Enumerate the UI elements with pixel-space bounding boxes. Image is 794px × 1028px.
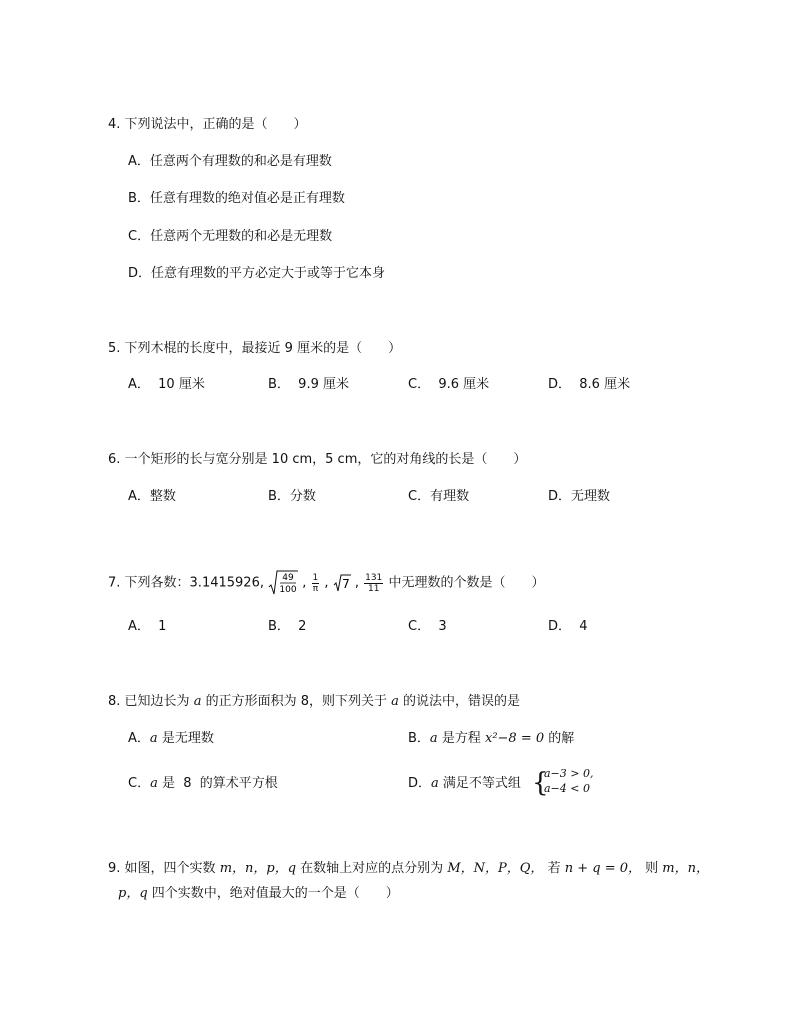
sqrt-7 [333,571,351,595]
fraction-denominator: π [312,583,319,594]
fraction-1-over-pi [312,573,320,594]
sqrt-radicand: 7 [341,576,350,591]
option-text: 是无理数 [161,731,214,746]
q8-option-a [128,731,214,747]
inequality-line-2: a−4 < 0 [544,782,590,795]
q7-prefix: 7. 下列各数：3.1415926, [108,575,264,591]
q7-stem: 7. 下列各数：3.1415926, 49 100 , $\frac{1}{\pi}$ , 7 , $\frac{131}{11}$ 中无理数的个数是（ ） [108,570,544,594]
option-text: 满足不等式组 [442,776,521,791]
q5-option-a: A． 10 厘米 [128,377,205,392]
sqrt-denominator: 100 [279,585,297,595]
q9-text: 则 [645,861,659,876]
q4-option-a: A．任意两个有理数的和必是有理数 [128,154,332,169]
q9-text: 四个实数中，绝对值最大的一个是（ ） [151,886,399,901]
q9-equation: n + q = 0， [564,861,641,876]
fraction-numerator: 131 [365,572,383,583]
sqrt-49-over-100 [268,570,298,596]
q9-points: M，N，P，Q， [447,861,544,876]
q4-stem: 4. 下列说法中，正确的是（ ） [108,117,307,132]
var-a: a [391,694,399,709]
inequality-line-1: a−3 > 0, [544,767,594,780]
var-a: a [429,731,438,746]
option-label: D． [408,776,432,791]
q8-option-b [408,731,574,747]
var-a: a [193,694,202,709]
q7-option-a: A． 1 [128,619,167,634]
option-text: 的解 [548,731,575,746]
q9-vars: p，q [118,886,148,901]
var-a: a [150,776,158,791]
q7-option-d: D． 4 [548,619,588,634]
q7-option-b: B． 2 [268,619,307,634]
q5-option-c: C． 9.6 厘米 [408,377,490,392]
q6-option-d: D．无理数 [548,489,611,504]
fraction-numerator: 1 [312,572,319,583]
q6-option-a: A．整数 [128,489,176,504]
option-text: 是 8 的算术平方根 [161,776,278,791]
q8-option-d [408,776,521,792]
fraction-denominator: 11 [367,583,380,594]
q9-line-1 [108,861,709,877]
var-a: a [431,776,439,791]
q5-stem: 5. 下列木棍的长度中，最接近 9 厘米的是（ ） [108,341,402,356]
q5-option-d: D． 8.6 厘米 [548,377,631,392]
q9-vars: m，n，p，q [219,861,297,876]
q9-text: 在数轴上对应的点分别为 [300,861,444,876]
q4-option-d: D．任意有理数的平方必定大于或等于它本身 [128,266,386,281]
q6-option-c: C．有理数 [408,489,470,504]
q8-stem-part2: 的正方形面积为 8，则下列关于 [205,694,387,709]
q6-stem: 6. 一个矩形的长与宽分别是 10 cm，5 cm，它的对角线的长是（ ） [108,452,527,467]
option-text: 是方程 [441,731,481,746]
q9-text: 若 [547,861,561,876]
option-label: B． [408,731,430,746]
q9-vars: m，n， [662,861,709,876]
q8-stem-part1: 8. 已知边长为 [108,694,190,709]
radical-sign-icon [268,570,298,596]
q7-suffix: 中无理数的个数是（ ） [388,575,545,591]
q9-text: 9. 如图，四个实数 [108,861,216,876]
q4-option-b: B．任意有理数的绝对值必是正有理数 [128,191,345,206]
option-label: A． [128,731,150,746]
fraction-131-over-11 [364,573,383,594]
radical-sign-icon [333,574,351,592]
var-a: a [149,731,158,746]
left-brace-icon: { [532,768,549,798]
q6-option-b: B．分数 [268,489,316,504]
q8-stem [108,694,520,710]
equation: x²−8 = 0 [484,731,545,746]
q8-stem-part3: 的说法中，错误的是 [403,694,521,709]
option-label: C． [128,776,151,791]
q9-line-2 [118,886,399,902]
q8-option-c [128,776,278,792]
q7-option-c: C． 3 [408,619,447,634]
q5-option-b: B． 9.9 厘米 [268,377,349,392]
sqrt-numerator: 49 [282,573,294,583]
q4-option-c: C．任意两个无理数的和必是无理数 [128,229,333,244]
